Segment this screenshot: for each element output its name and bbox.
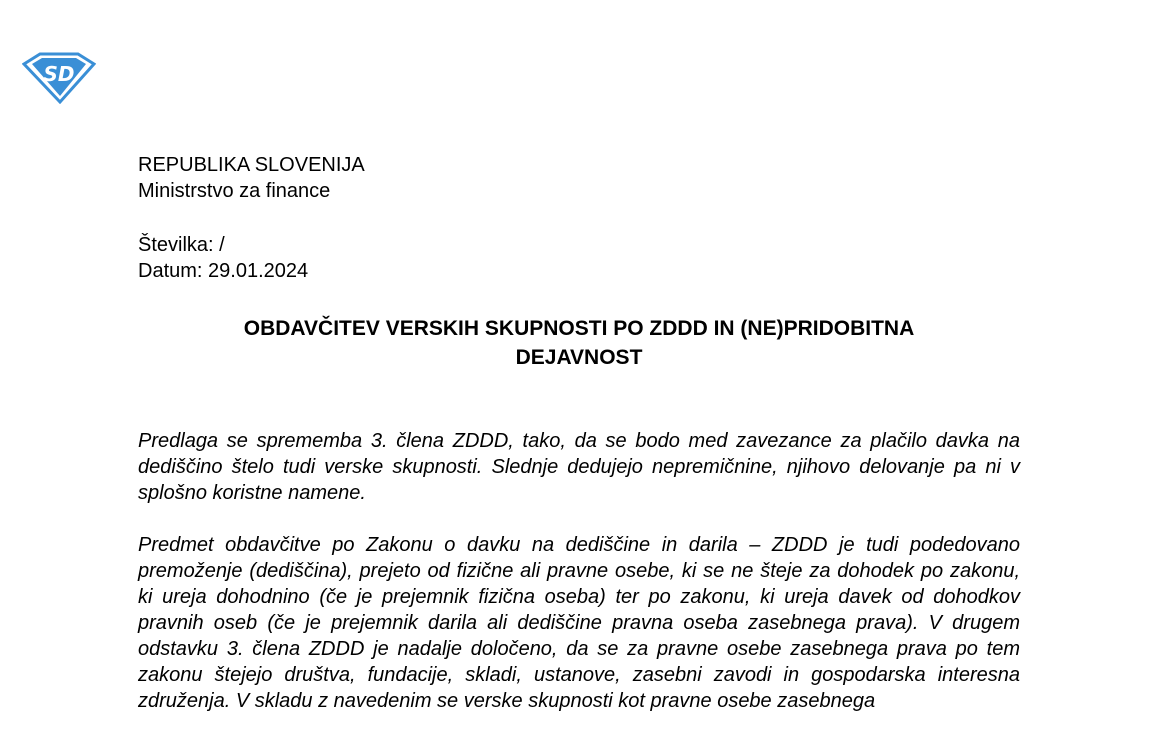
- country-name: REPUBLIKA SLOVENIJA: [138, 154, 365, 176]
- document-date: Datum: 29.01.2024: [138, 260, 309, 282]
- document-number: Številka: /: [138, 234, 225, 256]
- document-body: [138, 428, 1020, 740]
- title-line-1: OBDAVČITEV VERSKIH SKUPNOSTI PO ZDDD IN (NE)PRIDOBITNA: [243, 317, 915, 340]
- document-title: [138, 314, 1020, 372]
- paragraph-proposal: Predlaga se sprememba 3. člena ZDDD, tako, da se bodo med zavezance za plačilo davka na dediščino štelo tudi verske skupnosti. Slednje dedujejo nepremičnine, njihovo delovanje pa ni v splošno koristne namene.: [138, 430, 1020, 504]
- institution-header: [138, 152, 365, 204]
- paragraph-explanation: Predmet obdavčitve po Zakonu o davku na dediščine in darila – ZDDD je tudi podedovano premoženje (dediščina), prejeto od fizične ali pravne osebe, ki se ne šteje za dohodek po zakonu, ki ureja dohodnino (če je prejemnik fizična oseba) ter po zakonu, ki ureja davek od dohodkov pravnih oseb (če je prejemnik darila ali dediščine pravna oseba zasebnega prava). V drugem odstavku 3. člena ZDDD je nadalje določeno, da se za pravne osebe zasebnega prava po tem zakonu štejejo društva, fundacije, skladi, ustanove, zasebni zavodi in gospodarska interesna združenja. V skladu z navedenim se verske skupnosti kot pravne osebe zasebnega: [138, 534, 1020, 712]
- title-line-2: DEJAVNOST: [515, 346, 643, 369]
- document-reference: [138, 232, 308, 284]
- svg-text:SD: SD: [43, 62, 75, 86]
- sd-shield-logo: [22, 50, 96, 104]
- ministry-name: Ministrstvo za finance: [138, 180, 331, 202]
